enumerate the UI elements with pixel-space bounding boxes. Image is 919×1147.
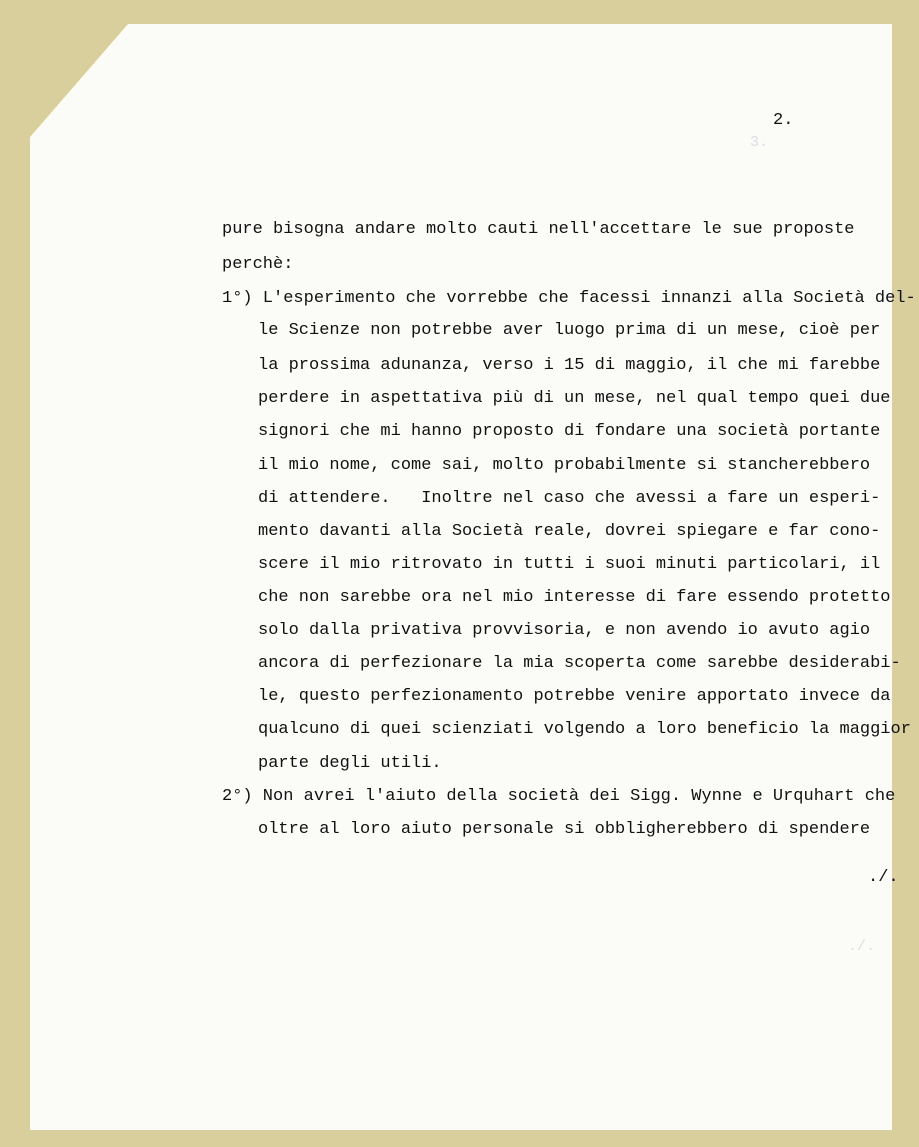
text-line: parte degli utili. [258,754,442,773]
page-number: 2. [773,111,794,130]
text-line: di attendere. Inoltre nel caso che avessi a fare un esperi- [258,489,881,508]
text-line: mento davanti alla Società reale, dovrei spiegare e far cono- [258,522,881,541]
text-line: signori che mi hanno proposto di fondare una società portante [258,422,881,441]
text-line: 1°) L'esperimento che vorrebbe che facessi innanzi alla Società del- [222,289,916,308]
text-line: qualcuno di quei scienziati volgendo a loro beneficio la maggior [258,720,911,739]
text-line: perdere in aspettativa più di un mese, nel qual tempo quei due [258,389,891,408]
text-line: oltre al loro aiuto personale si obbligherebbero di spendere [258,820,871,839]
text-line: il mio nome, come sai, molto probabilmente si stancherebbero [258,456,871,475]
text-line: pure bisogna andare molto cauti nell'accettare le sue proposte [222,220,855,239]
text-line: perchè: [222,255,294,274]
text-line: le Scienze non potrebbe aver luogo prima di un mese, cioè per [258,321,881,340]
text-line: solo dalla privativa provvisoria, e non avendo io avuto agio [258,621,871,640]
paper-sheet [30,24,892,1130]
bleed-through-page-number: 3. [750,134,769,151]
text-line: che non sarebbe ora nel mio interesse di fare essendo protetto [258,588,891,607]
continuation-mark: ./. [868,868,899,887]
text-line: la prossima adunanza, verso i 15 di maggio, il che mi farebbe [258,356,881,375]
bleed-through-continuation-mark: ./. [848,938,876,955]
text-line: ancora di perfezionare la mia scoperta come sarebbe desiderabi- [258,654,901,673]
text-line: scere il mio ritrovato in tutti i suoi minuti particolari, il [258,555,881,574]
text-line: le, questo perfezionamento potrebbe venire apportato invece da [258,687,891,706]
text-line: 2°) Non avrei l'aiuto della società dei Sigg. Wynne e Urquhart che [222,787,896,806]
